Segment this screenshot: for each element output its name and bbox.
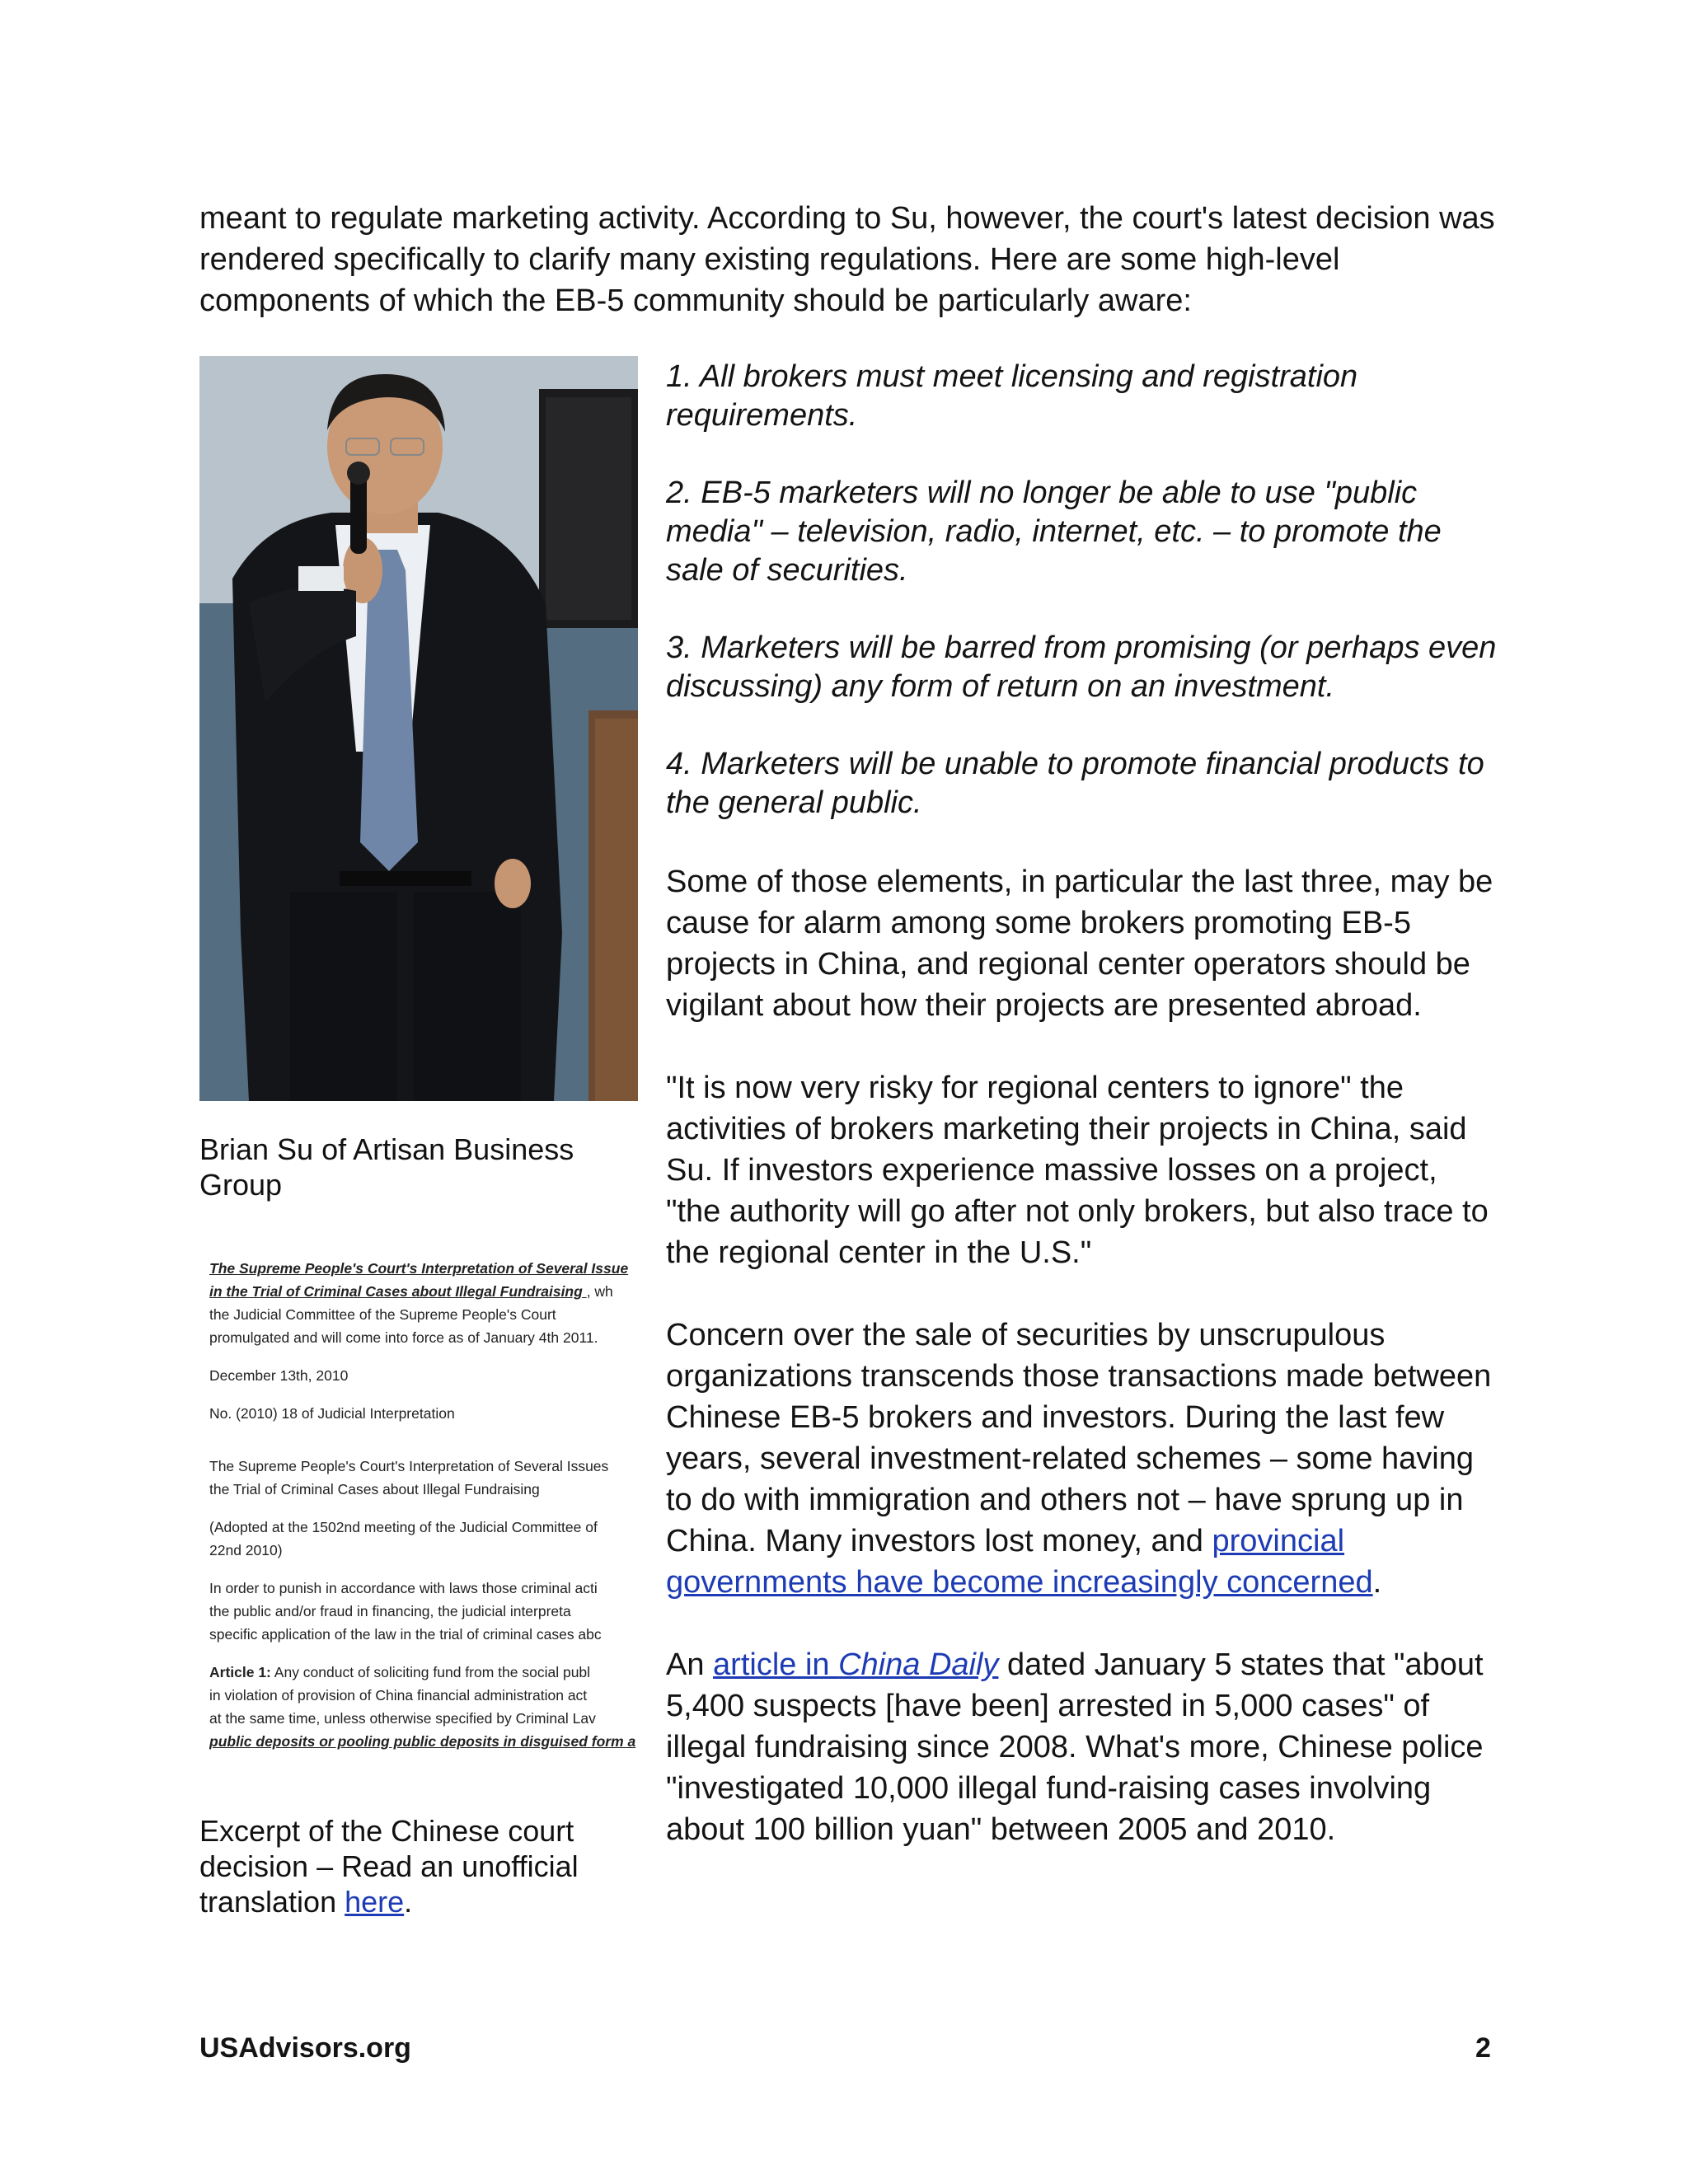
link-text: article in [713, 1647, 839, 1682]
excerpt-text: specific application of the law in the trial of criminal cases abc [209, 1626, 602, 1643]
link-publication: China Daily [838, 1647, 999, 1682]
main-column [666, 358, 1498, 1891]
excerpt-number: No. (2010) 18 of Judicial Interpretation [209, 1405, 455, 1422]
excerpt-text: the Judicial Committee of the Supreme People's Court [209, 1306, 556, 1323]
excerpt-text: (Adopted at the 1502nd meeting of the Judicial Committee of [209, 1519, 598, 1535]
excerpt-text: the Trial of Criminal Cases about Illegal Fundraising [209, 1481, 540, 1497]
provincial-governments-link[interactable]: provincial governments have become increasingly concerned [666, 1524, 1373, 1600]
excerpt-caption [199, 1813, 628, 1919]
court-decision-excerpt-image [209, 1257, 636, 1776]
excerpt-date: December 13th, 2010 [209, 1367, 349, 1384]
excerpt-text: the public and/or fraud in financing, the judicial interpreta [209, 1603, 571, 1619]
speaker-photo [199, 356, 638, 1101]
paragraph-text: dated January 5 states that "about 5,400 suspects [have been] arrested in 5,000 cases" of illegal fundraising since 2008. What's more, Chinese police "investigated 10,000 illegal fund-raising cases involving about 100 billion yuan" between 2005 and 2010. [666, 1647, 1484, 1847]
list-item: 1. All brokers must meet licensing and registration requirements. [666, 359, 1358, 433]
body-paragraph: Some of those elements, in particular the last three, may be cause for alarm among some brokers promoting EB-5 projects in China, and regional center operators should be vigilant about how their projects are presented abroad. [666, 865, 1493, 1023]
body-paragraph [666, 1315, 1498, 1603]
excerpt-text: , wh [586, 1283, 613, 1300]
body-paragraph [666, 1644, 1498, 1850]
excerpt-article-label: Article 1: [209, 1664, 271, 1680]
translation-link[interactable]: here [345, 1885, 405, 1919]
intro-paragraph: meant to regulate marketing activity. According to Su, however, the court's latest decision was rendered specifically to clarify many existing regulations. Here are some high-level components of which the EB-5 community should be particularly aware: [199, 201, 1495, 318]
excerpt-text: The Supreme People's Court's Interpretation of Several Issues [209, 1458, 609, 1474]
excerpt-title-line: in the Trial of Criminal Cases about Illegal Fundraising [209, 1283, 587, 1300]
list-item: 4. Marketers will be unable to promote financial products to the general public. [666, 747, 1484, 820]
excerpt-title-line: The Supreme People's Court's Interpretation of Several Issue [209, 1260, 629, 1277]
excerpt-text: at the same time, unless otherwise specified by Criminal Lav [209, 1710, 596, 1727]
excerpt-text: 22nd 2010) [209, 1542, 283, 1558]
china-daily-article-link[interactable] [713, 1647, 998, 1682]
excerpt-text: in violation of provision of China financial administration act [209, 1687, 588, 1704]
excerpt-text: promulgated and will come into force as of January 4th 2011. [209, 1329, 598, 1346]
body-paragraph: "It is now very risky for regional centers to ignore" the activities of brokers marketing their projects in China, said Su. If investors experience massive losses on a project, "the authority will go after not only brokers, but also trace to the regional center in the U.S." [666, 1071, 1489, 1270]
excerpt-caption-text: Excerpt of the Chinese court decision – Read an unofficial translation [199, 1814, 579, 1919]
paragraph-end: . [1372, 1565, 1382, 1600]
paragraph-text: An [666, 1647, 714, 1682]
paragraph-text: Concern over the sale of securities by unscrupulous organizations transcends those transactions made between Chinese EB-5 brokers and investors. During the last few years, several investment-related schemes – some having to do with immigration and others not – have sprung up in China. Many investors lost money, and [666, 1318, 1492, 1558]
footer-site: USAdvisors.org [199, 2032, 411, 2064]
excerpt-text: In order to punish in accordance with laws those criminal acti [209, 1580, 598, 1596]
list-item: 3. Marketers will be barred from promising (or perhaps even discussing) any form of return on an investment. [666, 630, 1497, 704]
excerpt-caption-end: . [404, 1885, 413, 1919]
excerpt-text: Any conduct of soliciting fund from the social publ [270, 1664, 591, 1680]
page-number: 2 [1475, 2032, 1491, 2064]
photo-caption: Brian Su of Artisan Business Group [199, 1132, 574, 1202]
list-item: 2. EB-5 marketers will no longer be able to use "public media" – television, radio, internet, etc. – to promote the sale of securities. [666, 476, 1442, 588]
excerpt-text: public deposits or pooling public deposits in disguised form a [209, 1733, 636, 1750]
